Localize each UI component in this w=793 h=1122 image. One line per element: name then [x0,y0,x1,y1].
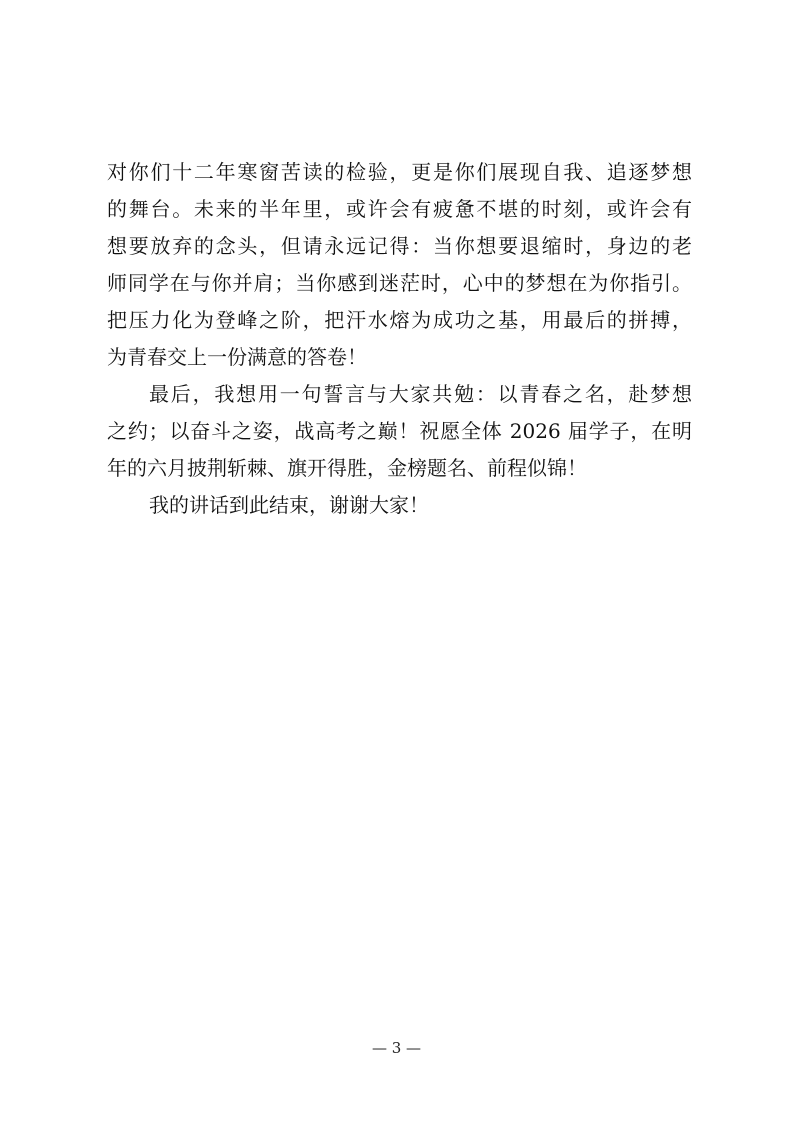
text-line: 年的六月披荆斩棘、旗开得胜，金榜题名、前程似锦！ [107,456,587,480]
closing-line: 我的讲话到此结束，谢谢大家！ [149,493,429,517]
text-line: 想要放弃的念头，但请永远记得：当你想要退缩时，身边的老 [107,234,692,258]
body-text [107,154,692,524]
text-line: 把压力化为登峰之阶，把汗水熔为成功之基，用最后的拼搏， [107,308,692,332]
text-line: 对你们十二年寒窗苦读的检验，更是你们展现自我、追逐梦想 [107,160,692,184]
text-line: 之约；以奋斗之姿，战高考之巅！祝愿全体 2026 届学子，在明 [107,419,692,443]
page-number: — 3 — [371,1039,422,1057]
paragraph-first-line: 最后，我想用一句誓言与大家共勉：以青春之名，赴梦想 [149,382,692,406]
text-line: 的舞台。未来的半年里，或许会有疲惫不堪的时刻，或许会有 [107,197,692,221]
text-line: 为青春交上一份满意的答卷！ [107,345,367,369]
text-line: 师同学在与你并肩；当你感到迷茫时，心中的梦想在为你指引。 [107,271,692,295]
